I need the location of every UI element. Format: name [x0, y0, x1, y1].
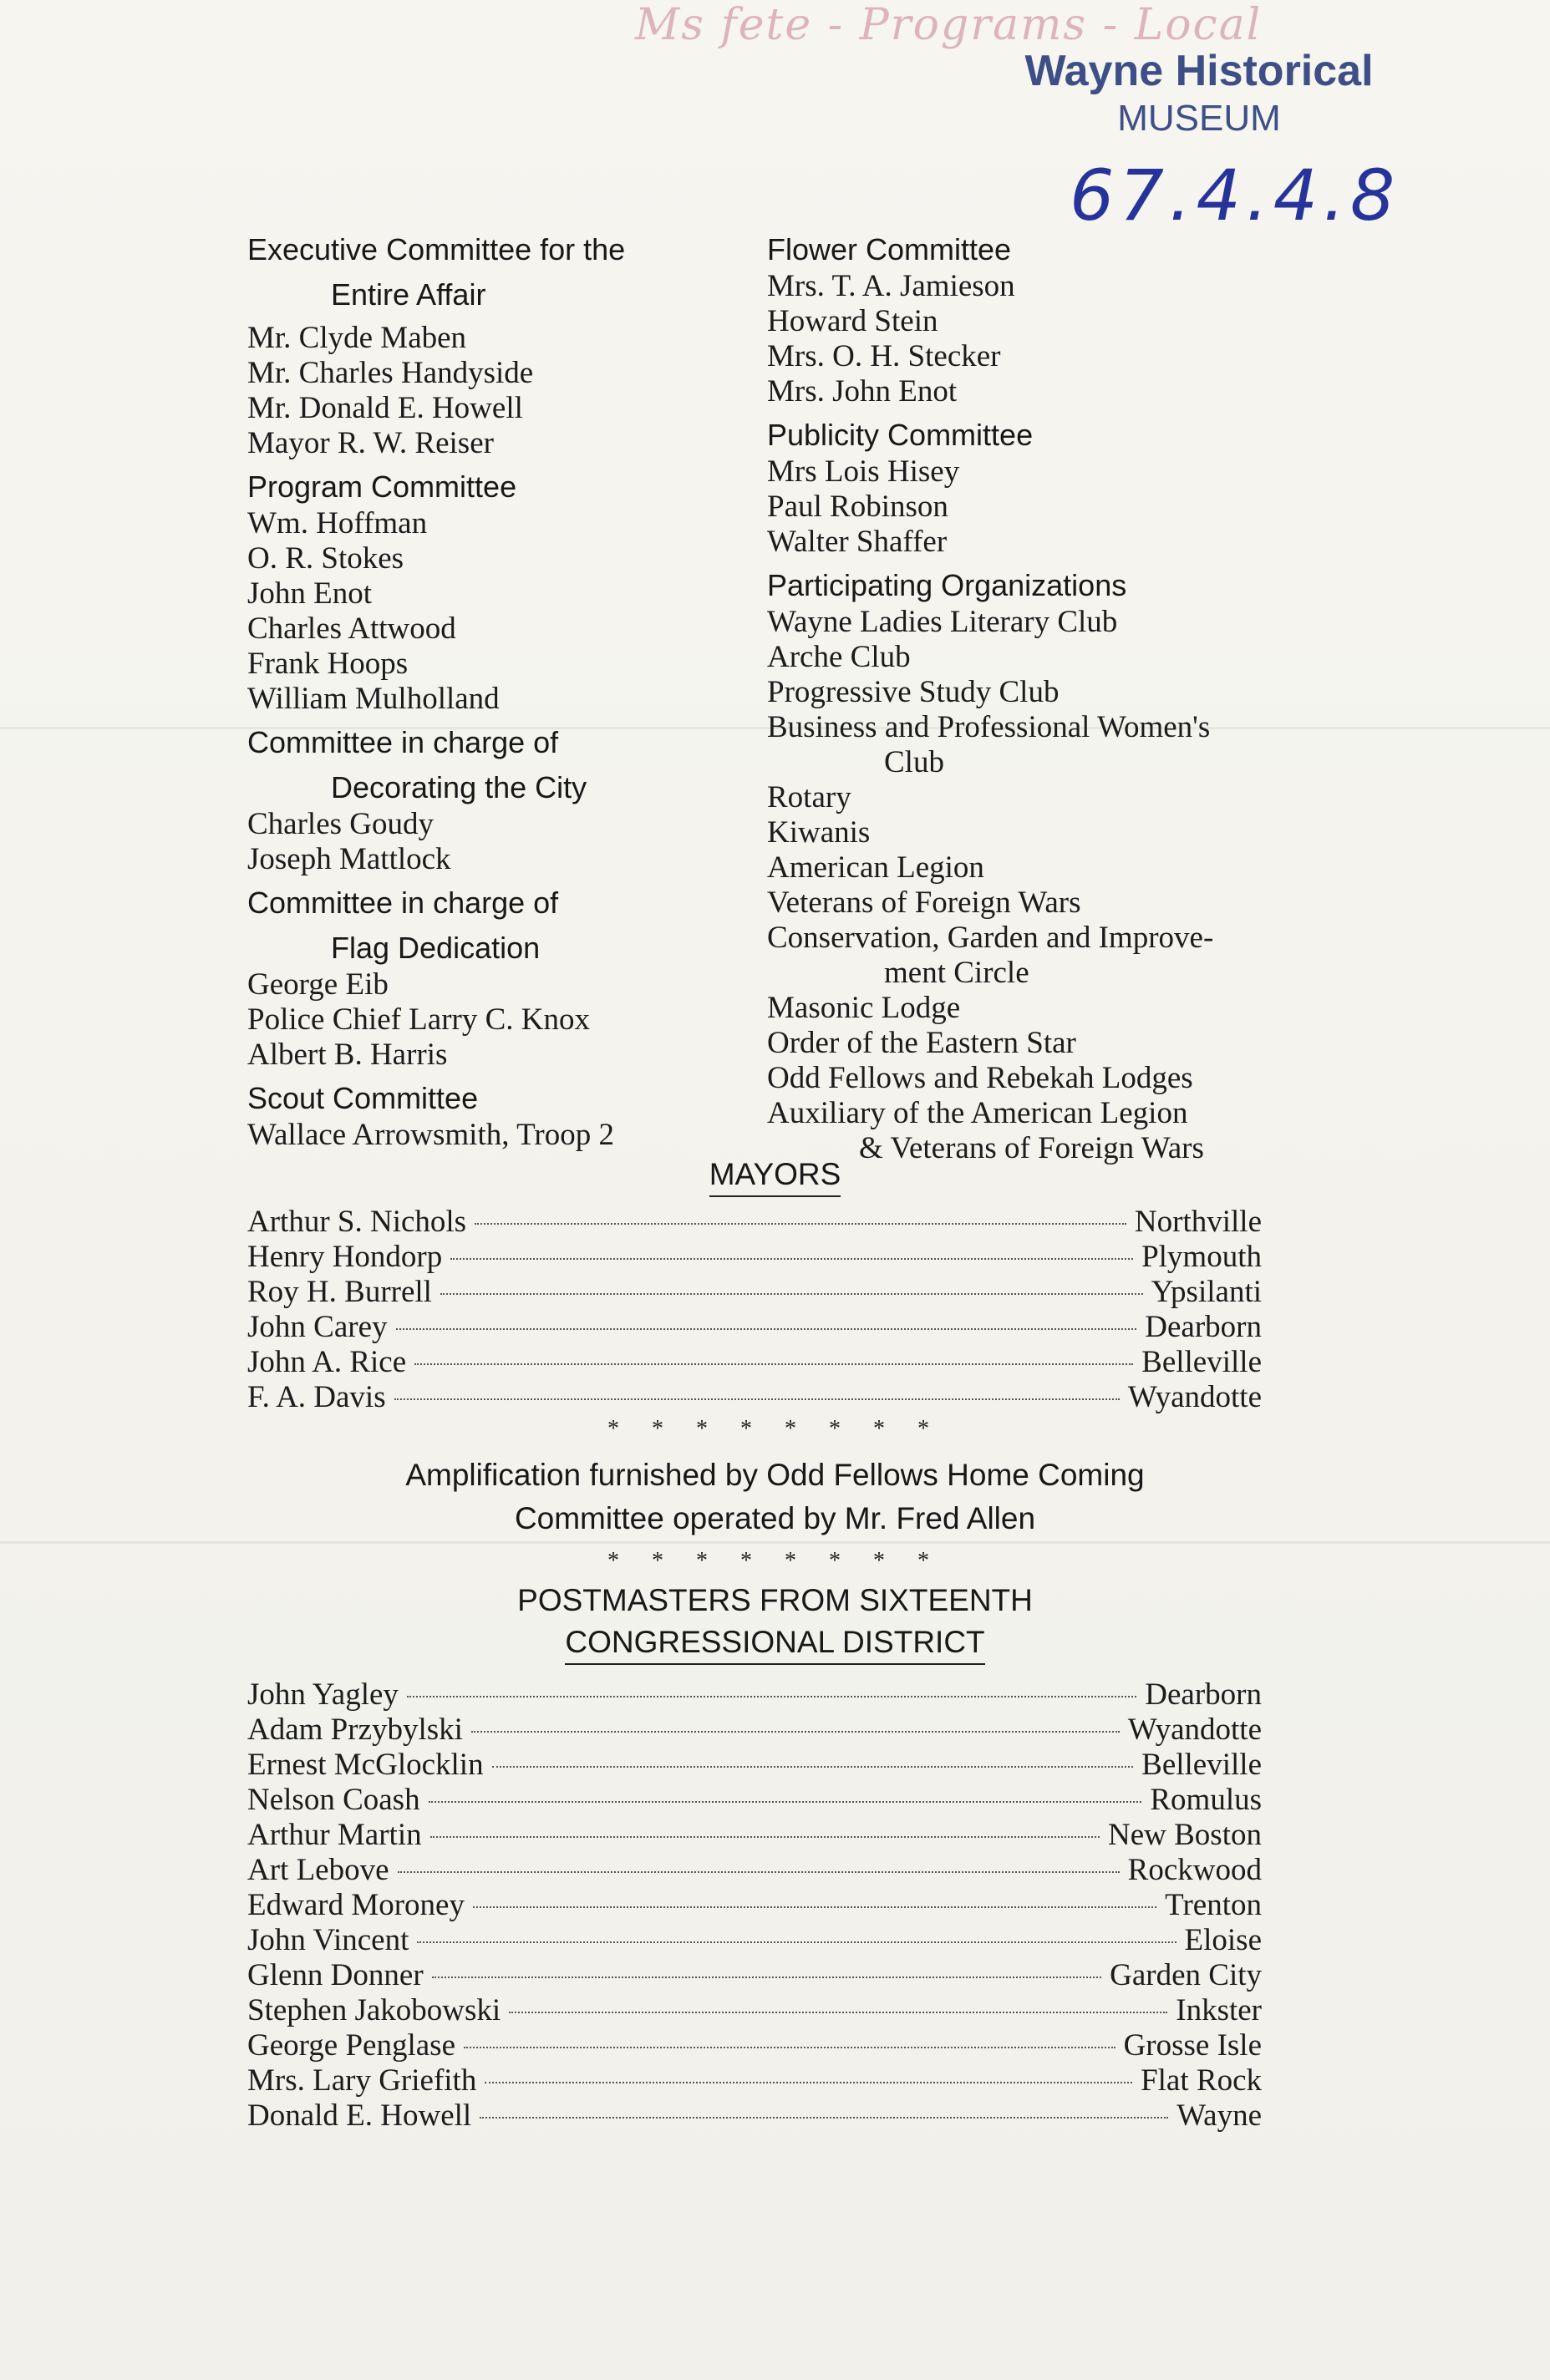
mayor-name: Henry Hondorp — [247, 1240, 443, 1274]
mayor-row — [247, 1310, 1262, 1345]
leader-dots — [492, 1766, 1134, 1768]
postmaster-row — [247, 2028, 1262, 2063]
postmaster-town: Rockwood — [1127, 1853, 1262, 1887]
member-name: Mr. Donald E. Howell — [247, 391, 523, 425]
flower-members — [767, 269, 1268, 409]
postmaster-town: Wayne — [1176, 2098, 1262, 2133]
postmaster-row — [247, 1783, 1262, 1818]
mayors-heading: MAYORS — [709, 1157, 841, 1197]
leader-dots — [417, 1941, 1176, 1943]
postmaster-row — [247, 1888, 1262, 1923]
postmaster-town: Wyandotte — [1127, 1713, 1262, 1747]
postmasters-heading-2: CONGRESSIONAL DISTRICT — [565, 1625, 984, 1665]
postmaster-row — [247, 1677, 1262, 1713]
program-members — [247, 506, 715, 717]
postmaster-row — [247, 1818, 1262, 1853]
member-name: Charles Attwood — [247, 611, 456, 646]
org-name: Conservation, Garden and Improve- — [767, 921, 1214, 955]
leader-dots — [480, 2117, 1168, 2119]
org-name: Auxiliary of the American Legion — [767, 1096, 1188, 1130]
decorating-heading: Committee in charge of — [247, 725, 559, 759]
publicity-heading: Publicity Committee — [767, 418, 1034, 452]
member-name: Mrs. O. H. Stecker — [767, 339, 1001, 373]
leader-dots — [471, 1731, 1120, 1733]
museum-stamp — [1019, 46, 1379, 140]
postmaster-name: Stephen Jakobowski — [247, 1993, 501, 2027]
scout-members — [247, 1118, 715, 1153]
leader-dots — [432, 1977, 1101, 1978]
postmaster-row — [247, 1713, 1262, 1748]
program-heading: Program Committee — [247, 469, 517, 504]
mayors-heading-wrap — [0, 1157, 1550, 1197]
mayor-row — [247, 1380, 1262, 1415]
org-name: Rotary — [767, 780, 851, 814]
leader-dots — [485, 2082, 1132, 2083]
stamp-line-1: Wayne Historical — [1024, 47, 1374, 95]
star-divider: * * * * * * * * — [607, 1416, 943, 1442]
org-name-cont: Club — [884, 745, 944, 779]
orgs-list — [767, 605, 1268, 1166]
mayor-name: John Carey — [247, 1310, 388, 1344]
postmaster-town: Dearborn — [1145, 1677, 1262, 1712]
mayor-name: John A. Rice — [247, 1345, 407, 1379]
exec-members — [247, 321, 715, 461]
mayor-town: Northville — [1134, 1205, 1262, 1239]
postmaster-town: Trenton — [1165, 1888, 1262, 1922]
leader-dots — [407, 1696, 1136, 1697]
postmaster-town: Belleville — [1141, 1748, 1262, 1782]
org-name: American Legion — [767, 850, 984, 885]
postmaster-town: Inkster — [1176, 1993, 1262, 2027]
member-name: John Enot — [247, 576, 373, 611]
star-divider-2: * * * * * * * * — [607, 1548, 943, 1574]
mayor-row — [247, 1240, 1262, 1275]
exec-heading-2: Entire Affair — [331, 277, 486, 312]
org-name: Progressive Study Club — [767, 675, 1060, 709]
postmaster-name: John Vincent — [247, 1923, 409, 1957]
mayor-town: Dearborn — [1145, 1310, 1262, 1344]
org-name-cont: ment Circle — [884, 956, 1029, 990]
leader-dots — [440, 1293, 1143, 1295]
member-name: Joseph Mattlock — [247, 842, 451, 876]
postmaster-town: Grosse Isle — [1123, 2028, 1262, 2063]
member-name: Mr. Charles Handyside — [247, 356, 534, 390]
flag-heading-2: Flag Dedication — [331, 931, 541, 965]
postmaster-name: Donald E. Howell — [247, 2098, 472, 2133]
member-name: Mrs. John Enot — [767, 374, 958, 409]
postmaster-name: Edward Moroney — [247, 1888, 465, 1922]
postmasters-table — [247, 1677, 1262, 2134]
leader-dots — [429, 1801, 1142, 1803]
member-name: Wm. Hoffman — [247, 506, 428, 540]
mayor-row — [247, 1345, 1262, 1380]
member-name: Police Chief Larry C. Knox — [247, 1002, 590, 1037]
mayor-town: Belleville — [1141, 1345, 1262, 1379]
postmaster-name: Art Lebove — [247, 1853, 389, 1887]
member-name: Mrs. T. A. Jamieson — [767, 269, 1015, 303]
leader-dots — [464, 2047, 1115, 2048]
postmaster-row — [247, 1853, 1262, 1888]
mayor-town: Ypsilanti — [1151, 1275, 1262, 1309]
postmaster-row — [247, 1748, 1262, 1783]
leader-dots — [396, 1328, 1137, 1330]
member-name: Mayor R. W. Reiser — [247, 426, 494, 460]
stamp-line-2: MUSEUM — [1117, 98, 1281, 139]
member-name: Paul Robinson — [767, 490, 948, 524]
postmaster-name: George Penglase — [247, 2028, 455, 2063]
amplification-line-1: Amplification furnished by Odd Fellows Home Coming — [405, 1458, 1145, 1492]
postmaster-row — [247, 1958, 1262, 1993]
orgs-heading: Participating Organizations — [767, 568, 1127, 602]
leader-dots — [450, 1258, 1133, 1260]
leader-dots — [394, 1398, 1120, 1400]
leader-dots — [473, 1906, 1156, 1908]
member-name: Walter Shaffer — [767, 525, 948, 559]
mayor-town: Wyandotte — [1127, 1380, 1262, 1414]
postmasters-heading-1: POSTMASTERS FROM SIXTEENTH — [517, 1583, 1033, 1617]
mayor-name: F. A. Davis — [247, 1380, 386, 1414]
member-name: Mrs Lois Hisey — [767, 454, 960, 489]
postmaster-name: Ernest McGlocklin — [247, 1748, 484, 1782]
postmaster-row — [247, 2098, 1262, 2134]
postmasters-heading-wrap — [0, 1625, 1550, 1665]
decorating-members — [247, 807, 715, 877]
leader-dots — [430, 1836, 1100, 1838]
mayor-row — [247, 1275, 1262, 1310]
member-name: Wallace Arrowsmith, Troop 2 — [247, 1118, 614, 1152]
handwritten-note: Ms fete - Programs - Local — [635, 0, 1263, 50]
scout-heading: Scout Committee — [247, 1081, 479, 1115]
org-name: Masonic Lodge — [767, 991, 961, 1025]
org-name: Odd Fellows and Rebekah Lodges — [767, 1061, 1193, 1095]
decorating-heading-2: Decorating the City — [331, 770, 587, 804]
member-name: George Eib — [247, 967, 389, 1002]
member-name: Charles Goudy — [247, 807, 434, 841]
org-name: Business and Professional Women's — [767, 710, 1211, 744]
flag-members — [247, 967, 715, 1073]
postmaster-name: John Yagley — [247, 1677, 399, 1712]
member-name: Albert B. Harris — [247, 1038, 448, 1072]
mayors-table — [247, 1205, 1262, 1415]
member-name: Frank Hoops — [247, 647, 409, 681]
flower-heading: Flower Committee — [767, 232, 1012, 266]
org-name: Wayne Ladies Literary Club — [767, 605, 1118, 639]
postmaster-row — [247, 1923, 1262, 1958]
leader-dots — [509, 2012, 1167, 2013]
leader-dots — [398, 1871, 1120, 1873]
org-name: Kiwanis — [767, 815, 871, 850]
member-name: Mr. Clyde Maben — [247, 321, 467, 355]
mayor-name: Arthur S. Nichols — [247, 1205, 467, 1239]
postmaster-name: Glenn Donner — [247, 1958, 424, 1992]
postmaster-name: Adam Przybylski — [247, 1713, 463, 1747]
mayor-town: Plymouth — [1141, 1240, 1262, 1274]
postmaster-town: Eloise — [1184, 1923, 1262, 1957]
member-name: Howard Stein — [767, 304, 938, 338]
member-name: William Mulholland — [247, 682, 500, 716]
postmaster-town: New Boston — [1108, 1818, 1262, 1852]
leader-dots — [475, 1223, 1126, 1225]
accession-number: 67.4.4.8 — [1070, 155, 1400, 236]
postmaster-name: Arthur Martin — [247, 1818, 422, 1852]
postmaster-name: Mrs. Lary Griefith — [247, 2063, 477, 2098]
member-name: O. R. Stokes — [247, 541, 404, 576]
postmaster-town: Garden City — [1110, 1958, 1262, 1992]
org-name-cont: & Veterans of Foreign Wars — [859, 1131, 1204, 1165]
org-name: Arche Club — [767, 640, 911, 674]
postmaster-row — [247, 1993, 1262, 2028]
postmaster-town: Flat Rock — [1141, 2063, 1262, 2098]
fold-line — [0, 1541, 1550, 1544]
publicity-members — [767, 454, 1268, 560]
left-column — [247, 224, 715, 1153]
mayor-name: Roy H. Burrell — [247, 1275, 432, 1309]
postmaster-name: Nelson Coash — [247, 1783, 420, 1817]
mayor-row — [247, 1205, 1262, 1240]
postmaster-row — [247, 2063, 1262, 2098]
leader-dots — [414, 1363, 1133, 1365]
flag-heading: Committee in charge of — [247, 886, 559, 920]
right-column — [767, 224, 1268, 1166]
org-name: Order of the Eastern Star — [767, 1026, 1076, 1060]
amplification-line-2: Committee operated by Mr. Fred Allen — [514, 1501, 1036, 1535]
exec-heading: Executive Committee for the — [247, 232, 626, 266]
org-name: Veterans of Foreign Wars — [767, 886, 1081, 920]
postmaster-town: Romulus — [1150, 1783, 1262, 1817]
